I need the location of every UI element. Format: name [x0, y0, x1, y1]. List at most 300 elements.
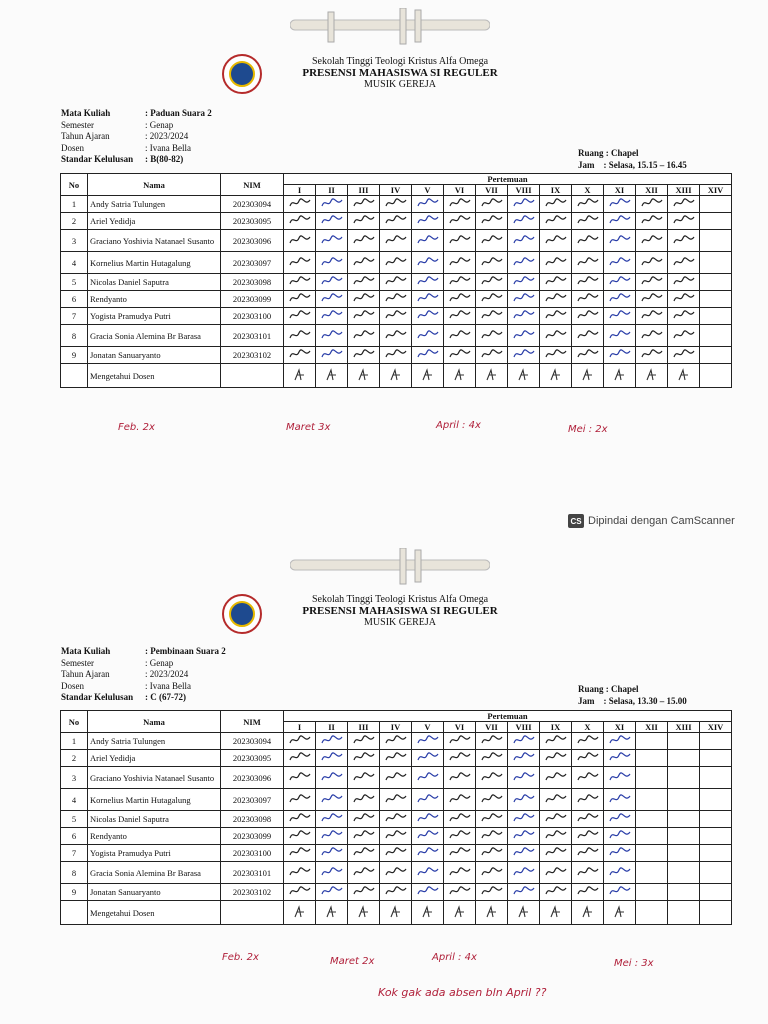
- attendance-cell[interactable]: [316, 845, 348, 862]
- lecturer-sign-cell[interactable]: [380, 901, 412, 925]
- signature-mark: [321, 751, 343, 763]
- attendance-cell[interactable]: [316, 828, 348, 845]
- attendance-cell[interactable]: [636, 274, 668, 291]
- attendance-cell[interactable]: [348, 862, 380, 884]
- attendance-cell[interactable]: [348, 767, 380, 789]
- attendance-cell[interactable]: [572, 347, 604, 364]
- attendance-cell[interactable]: [572, 733, 604, 750]
- attendance-cell[interactable]: [444, 347, 476, 364]
- attendance-cell[interactable]: [316, 789, 348, 811]
- attendance-cell[interactable]: [604, 325, 636, 347]
- signature-mark: [417, 734, 439, 746]
- attendance-cell[interactable]: [444, 811, 476, 828]
- attendance-cell[interactable]: [508, 884, 540, 901]
- attendance-cell[interactable]: [476, 789, 508, 811]
- attendance-cell[interactable]: [284, 845, 316, 862]
- attendance-cell[interactable]: [284, 252, 316, 274]
- attendance-cell[interactable]: [604, 811, 636, 828]
- attendance-cell[interactable]: [636, 213, 668, 230]
- attendance-cell[interactable]: [380, 213, 412, 230]
- attendance-cell[interactable]: [316, 291, 348, 308]
- attendance-cell[interactable]: [508, 291, 540, 308]
- attendance-cell[interactable]: [348, 196, 380, 213]
- attendance-cell[interactable]: [700, 230, 732, 252]
- attendance-cell[interactable]: [380, 347, 412, 364]
- lecturer-sign-cell[interactable]: [476, 901, 508, 925]
- lecturer-sign-cell[interactable]: [572, 901, 604, 925]
- attendance-cell[interactable]: [412, 308, 444, 325]
- attendance-cell[interactable]: [604, 274, 636, 291]
- attendance-cell[interactable]: [412, 789, 444, 811]
- attendance-cell[interactable]: [540, 230, 572, 252]
- attendance-cell[interactable]: [316, 733, 348, 750]
- attendance-cell[interactable]: [380, 750, 412, 767]
- attendance-cell[interactable]: [700, 845, 732, 862]
- student-no: 4: [61, 789, 88, 811]
- attendance-cell[interactable]: [412, 845, 444, 862]
- lecturer-sign-cell[interactable]: [604, 364, 636, 388]
- attendance-cell[interactable]: [508, 347, 540, 364]
- attendance-cell[interactable]: [508, 789, 540, 811]
- lecturer-sign-cell[interactable]: [316, 364, 348, 388]
- signature-mark: [481, 734, 503, 746]
- attendance-cell[interactable]: [572, 196, 604, 213]
- attendance-cell[interactable]: [604, 750, 636, 767]
- attendance-cell[interactable]: [412, 862, 444, 884]
- lecturer-sign-cell[interactable]: [700, 901, 732, 925]
- attendance-cell[interactable]: [380, 252, 412, 274]
- attendance-cell[interactable]: [700, 789, 732, 811]
- attendance-cell[interactable]: [508, 213, 540, 230]
- attendance-cell[interactable]: [476, 252, 508, 274]
- attendance-cell[interactable]: [572, 884, 604, 901]
- lecturer-sign-cell[interactable]: [348, 901, 380, 925]
- attendance-cell[interactable]: [412, 325, 444, 347]
- attendance-cell[interactable]: [540, 845, 572, 862]
- attendance-cell[interactable]: [508, 845, 540, 862]
- attendance-cell[interactable]: [668, 291, 700, 308]
- attendance-cell[interactable]: [412, 884, 444, 901]
- attendance-cell[interactable]: [476, 213, 508, 230]
- attendance-cell[interactable]: [316, 750, 348, 767]
- attendance-cell[interactable]: [700, 291, 732, 308]
- attendance-cell[interactable]: [604, 230, 636, 252]
- attendance-cell[interactable]: [668, 252, 700, 274]
- attendance-cell[interactable]: [668, 811, 700, 828]
- signature-mark: [417, 275, 439, 287]
- attendance-cell[interactable]: [348, 308, 380, 325]
- attendance-cell[interactable]: [700, 213, 732, 230]
- attendance-cell[interactable]: [508, 196, 540, 213]
- attendance-cell[interactable]: [412, 733, 444, 750]
- attendance-cell[interactable]: [572, 308, 604, 325]
- attendance-cell[interactable]: [348, 811, 380, 828]
- attendance-cell[interactable]: [604, 789, 636, 811]
- attendance-cell[interactable]: [380, 274, 412, 291]
- attendance-cell[interactable]: [636, 733, 668, 750]
- attendance-cell[interactable]: [572, 230, 604, 252]
- attendance-cell[interactable]: [668, 347, 700, 364]
- attendance-cell[interactable]: [380, 862, 412, 884]
- attendance-cell[interactable]: [444, 325, 476, 347]
- attendance-cell[interactable]: [316, 884, 348, 901]
- attendance-cell[interactable]: [444, 884, 476, 901]
- attendance-cell[interactable]: [668, 308, 700, 325]
- attendance-cell[interactable]: [284, 213, 316, 230]
- attendance-cell[interactable]: [412, 347, 444, 364]
- attendance-cell[interactable]: [284, 862, 316, 884]
- attendance-cell[interactable]: [636, 750, 668, 767]
- attendance-cell[interactable]: [700, 733, 732, 750]
- attendance-cell[interactable]: [284, 828, 316, 845]
- attendance-cell[interactable]: [668, 230, 700, 252]
- lecturer-signature-mark: [676, 368, 692, 382]
- lecturer-sign-cell[interactable]: [668, 901, 700, 925]
- attendance-cell[interactable]: [284, 308, 316, 325]
- attendance-cell[interactable]: [668, 213, 700, 230]
- attendance-cell[interactable]: [508, 230, 540, 252]
- attendance-cell[interactable]: [316, 767, 348, 789]
- attendance-cell[interactable]: [604, 347, 636, 364]
- attendance-cell[interactable]: [444, 828, 476, 845]
- attendance-cell[interactable]: [476, 325, 508, 347]
- lecturer-sign-cell[interactable]: [444, 901, 476, 925]
- signature-mark: [673, 329, 695, 341]
- signature-mark: [609, 734, 631, 746]
- attendance-cell[interactable]: [476, 845, 508, 862]
- attendance-cell[interactable]: [540, 325, 572, 347]
- attendance-cell[interactable]: [380, 828, 412, 845]
- attendance-cell[interactable]: [508, 308, 540, 325]
- attendance-cell[interactable]: [284, 789, 316, 811]
- attendance-cell[interactable]: [476, 196, 508, 213]
- attendance-cell[interactable]: [604, 884, 636, 901]
- attendance-cell[interactable]: [284, 230, 316, 252]
- attendance-cell[interactable]: [316, 196, 348, 213]
- lecturer-sign-cell[interactable]: [636, 364, 668, 388]
- attendance-cell[interactable]: [284, 811, 316, 828]
- attendance-cell[interactable]: [316, 308, 348, 325]
- attendance-cell[interactable]: [348, 789, 380, 811]
- attendance-cell[interactable]: [284, 325, 316, 347]
- attendance-cell[interactable]: [348, 291, 380, 308]
- attendance-cell[interactable]: [540, 789, 572, 811]
- attendance-cell[interactable]: [476, 828, 508, 845]
- attendance-cell[interactable]: [604, 213, 636, 230]
- camscanner-icon: CS: [568, 514, 584, 528]
- attendance-cell[interactable]: [348, 828, 380, 845]
- attendance-cell[interactable]: [444, 291, 476, 308]
- attendance-cell[interactable]: [476, 308, 508, 325]
- attendance-cell[interactable]: [700, 811, 732, 828]
- attendance-cell[interactable]: [348, 733, 380, 750]
- attendance-cell[interactable]: [348, 845, 380, 862]
- attendance-cell[interactable]: [572, 828, 604, 845]
- attendance-cell[interactable]: [572, 845, 604, 862]
- attendance-cell[interactable]: [412, 274, 444, 291]
- attendance-cell[interactable]: [348, 750, 380, 767]
- attendance-cell[interactable]: [476, 291, 508, 308]
- attendance-cell[interactable]: [444, 252, 476, 274]
- attendance-cell[interactable]: [636, 789, 668, 811]
- attendance-cell[interactable]: [508, 811, 540, 828]
- attendance-cell[interactable]: [444, 767, 476, 789]
- attendance-cell[interactable]: [316, 862, 348, 884]
- attendance-cell[interactable]: [348, 274, 380, 291]
- signature-mark: [385, 734, 407, 746]
- attendance-cell[interactable]: [380, 325, 412, 347]
- attendance-cell[interactable]: [476, 733, 508, 750]
- attendance-cell[interactable]: [476, 862, 508, 884]
- attendance-cell[interactable]: [668, 828, 700, 845]
- attendance-cell[interactable]: [284, 274, 316, 291]
- attendance-cell[interactable]: [444, 230, 476, 252]
- attendance-cell[interactable]: [316, 347, 348, 364]
- signature-mark: [545, 214, 567, 226]
- attendance-cell[interactable]: [572, 789, 604, 811]
- attendance-cell[interactable]: [540, 252, 572, 274]
- attendance-cell[interactable]: [572, 252, 604, 274]
- attendance-cell[interactable]: [572, 750, 604, 767]
- attendance-cell[interactable]: [572, 325, 604, 347]
- attendance-cell[interactable]: [604, 252, 636, 274]
- attendance-cell[interactable]: [284, 291, 316, 308]
- attendance-cell[interactable]: [700, 347, 732, 364]
- attendance-cell[interactable]: [540, 767, 572, 789]
- attendance-cell[interactable]: [604, 733, 636, 750]
- attendance-cell[interactable]: [636, 230, 668, 252]
- meeting-header: XII: [636, 722, 668, 733]
- lecturer-sign-cell[interactable]: [316, 901, 348, 925]
- attendance-cell[interactable]: [412, 252, 444, 274]
- attendance-cell[interactable]: [412, 750, 444, 767]
- attendance-cell[interactable]: [540, 828, 572, 845]
- attendance-cell[interactable]: [604, 862, 636, 884]
- attendance-cell[interactable]: [412, 767, 444, 789]
- attendance-cell[interactable]: [380, 845, 412, 862]
- attendance-cell[interactable]: [636, 325, 668, 347]
- attendance-cell[interactable]: [700, 750, 732, 767]
- attendance-cell[interactable]: [700, 884, 732, 901]
- attendance-cell[interactable]: [572, 274, 604, 291]
- attendance-cell[interactable]: [284, 347, 316, 364]
- attendance-cell[interactable]: [508, 828, 540, 845]
- signature-mark: [289, 275, 311, 287]
- attendance-cell[interactable]: [700, 767, 732, 789]
- attendance-cell[interactable]: [668, 862, 700, 884]
- attendance-cell[interactable]: [540, 884, 572, 901]
- attendance-cell[interactable]: [700, 196, 732, 213]
- attendance-cell[interactable]: [636, 811, 668, 828]
- attendance-cell[interactable]: [604, 196, 636, 213]
- attendance-cell[interactable]: [476, 274, 508, 291]
- attendance-cell[interactable]: [668, 750, 700, 767]
- attendance-cell[interactable]: [444, 789, 476, 811]
- attendance-cell[interactable]: [444, 308, 476, 325]
- lecturer-sign-cell[interactable]: [572, 364, 604, 388]
- attendance-cell[interactable]: [700, 252, 732, 274]
- attendance-cell[interactable]: [572, 291, 604, 308]
- attendance-cell[interactable]: [412, 828, 444, 845]
- attendance-cell[interactable]: [476, 884, 508, 901]
- attendance-cell[interactable]: [540, 213, 572, 230]
- lecturer-sign-cell[interactable]: [284, 901, 316, 925]
- attendance-cell[interactable]: [380, 767, 412, 789]
- attendance-cell[interactable]: [284, 733, 316, 750]
- attendance-cell[interactable]: [540, 274, 572, 291]
- attendance-cell[interactable]: [668, 196, 700, 213]
- lecturer-sign-cell[interactable]: [444, 364, 476, 388]
- attendance-cell[interactable]: [412, 196, 444, 213]
- attendance-cell[interactable]: [572, 767, 604, 789]
- attendance-cell[interactable]: [508, 274, 540, 291]
- lecturer-sign-cell[interactable]: [540, 364, 572, 388]
- attendance-cell[interactable]: [636, 828, 668, 845]
- attendance-cell[interactable]: [540, 862, 572, 884]
- attendance-cell[interactable]: [636, 252, 668, 274]
- attendance-cell[interactable]: [348, 347, 380, 364]
- attendance-cell[interactable]: [668, 789, 700, 811]
- attendance-cell[interactable]: [636, 347, 668, 364]
- attendance-cell[interactable]: [380, 291, 412, 308]
- attendance-cell[interactable]: [700, 308, 732, 325]
- lecturer-sign-cell[interactable]: [412, 364, 444, 388]
- attendance-cell[interactable]: [604, 308, 636, 325]
- attendance-cell[interactable]: [540, 196, 572, 213]
- attendance-cell[interactable]: [444, 196, 476, 213]
- attendance-cell[interactable]: [412, 291, 444, 308]
- attendance-cell[interactable]: [444, 845, 476, 862]
- attendance-cell[interactable]: [380, 230, 412, 252]
- attendance-cell[interactable]: [476, 811, 508, 828]
- attendance-cell[interactable]: [668, 733, 700, 750]
- lecturer-sign-cell[interactable]: [348, 364, 380, 388]
- attendance-cell[interactable]: [316, 213, 348, 230]
- lecturer-sign-cell[interactable]: [540, 901, 572, 925]
- attendance-cell[interactable]: [412, 213, 444, 230]
- attendance-cell[interactable]: [636, 308, 668, 325]
- attendance-cell[interactable]: [348, 213, 380, 230]
- attendance-cell[interactable]: [412, 811, 444, 828]
- attendance-cell[interactable]: [476, 750, 508, 767]
- attendance-cell[interactable]: [508, 252, 540, 274]
- attendance-cell[interactable]: [700, 862, 732, 884]
- attendance-cell[interactable]: [476, 767, 508, 789]
- attendance-cell[interactable]: [604, 767, 636, 789]
- attendance-cell[interactable]: [284, 884, 316, 901]
- attendance-cell[interactable]: [636, 291, 668, 308]
- attendance-cell[interactable]: [380, 733, 412, 750]
- attendance-cell[interactable]: [316, 274, 348, 291]
- attendance-cell[interactable]: [700, 828, 732, 845]
- attendance-cell[interactable]: [316, 230, 348, 252]
- attendance-cell[interactable]: [444, 862, 476, 884]
- attendance-cell[interactable]: [636, 862, 668, 884]
- attendance-cell[interactable]: [700, 274, 732, 291]
- attendance-cell[interactable]: [636, 884, 668, 901]
- attendance-cell[interactable]: [444, 750, 476, 767]
- attendance-cell[interactable]: [508, 733, 540, 750]
- lecturer-sign-cell[interactable]: [412, 901, 444, 925]
- attendance-cell[interactable]: [508, 767, 540, 789]
- signature-mark: [449, 751, 471, 763]
- signature-mark: [417, 793, 439, 805]
- attendance-cell[interactable]: [668, 845, 700, 862]
- attendance-cell[interactable]: [508, 862, 540, 884]
- lecturer-sign-cell[interactable]: [636, 901, 668, 925]
- lecturer-sign-cell[interactable]: [700, 364, 732, 388]
- attendance-cell[interactable]: [380, 789, 412, 811]
- attendance-cell[interactable]: [668, 274, 700, 291]
- label-standar: Standar Kelulusan: [61, 692, 134, 702]
- attendance-cell[interactable]: [572, 862, 604, 884]
- attendance-cell[interactable]: [636, 767, 668, 789]
- attendance-cell[interactable]: [636, 196, 668, 213]
- attendance-cell[interactable]: [508, 325, 540, 347]
- attendance-cell[interactable]: [540, 347, 572, 364]
- attendance-cell[interactable]: [444, 274, 476, 291]
- attendance-cell[interactable]: [380, 884, 412, 901]
- lecturer-sign-cell[interactable]: [380, 364, 412, 388]
- attendance-cell[interactable]: [316, 252, 348, 274]
- attendance-cell[interactable]: [668, 767, 700, 789]
- attendance-cell[interactable]: [348, 884, 380, 901]
- attendance-cell[interactable]: [572, 213, 604, 230]
- student-name: Jonatan Sanuaryanto: [88, 884, 221, 901]
- attendance-cell[interactable]: [284, 196, 316, 213]
- attendance-cell[interactable]: [348, 252, 380, 274]
- attendance-cell[interactable]: [668, 884, 700, 901]
- lecturer-sign-cell[interactable]: [284, 364, 316, 388]
- attendance-cell[interactable]: [412, 230, 444, 252]
- attendance-cell[interactable]: [444, 213, 476, 230]
- attendance-cell[interactable]: [668, 325, 700, 347]
- attendance-cell[interactable]: [380, 308, 412, 325]
- attendance-cell[interactable]: [700, 325, 732, 347]
- attendance-cell[interactable]: [540, 308, 572, 325]
- lecturer-sign-cell[interactable]: [604, 901, 636, 925]
- attendance-cell[interactable]: [604, 828, 636, 845]
- attendance-cell[interactable]: [572, 811, 604, 828]
- attendance-cell[interactable]: [604, 291, 636, 308]
- lecturer-sign-cell[interactable]: [476, 364, 508, 388]
- lecturer-sign-cell[interactable]: [508, 364, 540, 388]
- signature-mark: [321, 734, 343, 746]
- attendance-cell[interactable]: [284, 750, 316, 767]
- attendance-cell[interactable]: [444, 733, 476, 750]
- attendance-cell[interactable]: [540, 811, 572, 828]
- attendance-cell[interactable]: [540, 733, 572, 750]
- attendance-cell[interactable]: [604, 845, 636, 862]
- lecturer-sign-cell[interactable]: [668, 364, 700, 388]
- attendance-cell[interactable]: [284, 767, 316, 789]
- attendance-cell[interactable]: [636, 845, 668, 862]
- attendance-cell[interactable]: [540, 291, 572, 308]
- attendance-cell[interactable]: [380, 811, 412, 828]
- attendance-cell[interactable]: [316, 325, 348, 347]
- attendance-cell[interactable]: [316, 811, 348, 828]
- attendance-cell[interactable]: [348, 325, 380, 347]
- attendance-cell[interactable]: [476, 347, 508, 364]
- attendance-cell[interactable]: [476, 230, 508, 252]
- signature-mark: [385, 866, 407, 878]
- lecturer-sign-cell[interactable]: [508, 901, 540, 925]
- signature-mark: [641, 234, 663, 246]
- attendance-cell[interactable]: [508, 750, 540, 767]
- attendance-cell[interactable]: [380, 196, 412, 213]
- attendance-cell[interactable]: [348, 230, 380, 252]
- attendance-cell[interactable]: [540, 750, 572, 767]
